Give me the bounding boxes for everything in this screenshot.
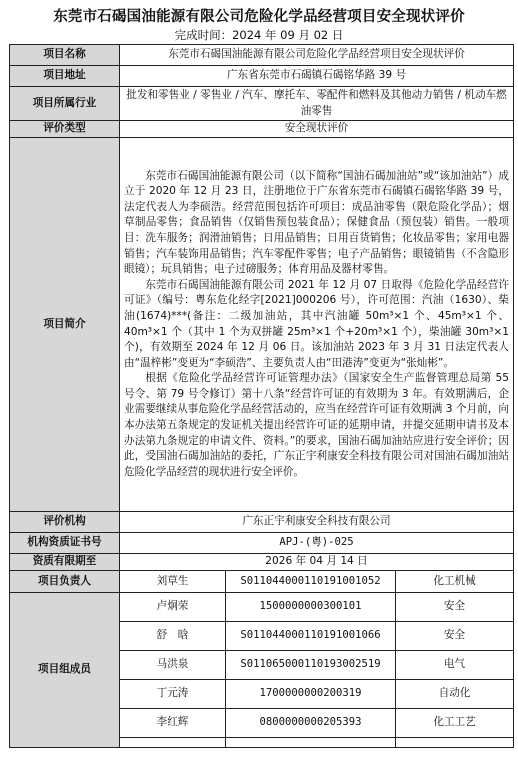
validity-value: 2026 年 04 月 14 日: [120, 554, 514, 571]
members-label: 项目组成员: [10, 593, 120, 748]
member-specialty: 化工工艺: [396, 709, 514, 738]
project-name-value: 东莞市石碣国油能源有限公司危险化学品经营项目安全现状评价: [120, 45, 514, 66]
row-project-address: [10, 66, 514, 87]
member-name: 卢炯荣: [120, 593, 226, 622]
member-name-blank: [120, 738, 226, 748]
eval-type-label: 评价类型: [10, 121, 120, 138]
org-label: 评价机构: [10, 512, 120, 533]
cert-value: APJ-(粤)-025: [120, 533, 514, 554]
row-cert: [10, 533, 514, 554]
member-name: 马洪泉: [120, 651, 226, 680]
leader-id: S011044000110191001052: [226, 571, 396, 593]
row-validity: [10, 554, 514, 571]
member-specialty: 安全: [396, 593, 514, 622]
leader-name: 刘草生: [120, 571, 226, 593]
eval-type-value: 安全现状评价: [120, 121, 514, 138]
validity-label: 资质有限期至: [10, 554, 120, 571]
project-name-label: 项目名称: [10, 45, 120, 66]
project-address-value: 广东省东莞市石碣镇石碣铭华路 39 号: [120, 66, 514, 87]
document-title: 东莞市石碣国油能源有限公司危险化学品经营项目安全现状评价: [53, 9, 465, 25]
leader-specialty: 化工机械: [396, 571, 514, 593]
row-eval-type: [10, 121, 514, 138]
member-specialty: 安全: [396, 622, 514, 651]
member-specialty-blank: [396, 738, 514, 748]
member-row: [10, 593, 514, 622]
member-name: 舒 晗: [120, 622, 226, 651]
intro-content: [120, 138, 514, 512]
member-id: S011065000110193002519: [226, 651, 396, 680]
intro-paragraph-3: 根据《危险化学品经营许可证管理办法》（国家安全生产监督管理总局第 55 号令、第 79 号令修订）第十八条“经营许可证的有效期为 3 年。有效期满后，企业需要继续从事危险化学品经营活动的，应当在经营许可证有效期满 3 个月前，向本办法第五条规定的发证机关提出经营许可证的延期申请，并提交延期申请书及本办法第九条规定的申请文件、资料。”的要求，国油石碣加油站应进行安全评价；因此，受国油石碣加油站的委托，广东正宇利康安全科技有限公司对国油石碣加油站危险化学品经营的现状进行安全评价。: [124, 372, 509, 478]
row-project-name: [10, 45, 514, 66]
industry-value: 批发和零售业 / 零售业 / 汽车、摩托车、零配件和燃料及其他动力销售 / 机动车燃油零售: [120, 87, 514, 121]
member-id-blank: [226, 738, 396, 748]
member-id: 0800000000205393: [226, 709, 396, 738]
member-specialty: 自动化: [396, 680, 514, 709]
intro-paragraph-1: 东莞市石碣国油能源有限公司（以下简称“国油石碣加油站”或“该加油站”）成立于 2020 年 12 月 23 日，注册地位于广东省东莞市石碣镇石碣铭华路 39 号，法定代表人为李硕浩。经营范围包括许可项目：成品油零售（限危险化学品）；烟草制品零售；食品销售（仅销售预包装食品）；保健食品（预包装）销售。一般项目：洗车服务；润滑油销售；日用品销售；日用百货销售；化妆品零售；家用电器销售；汽车装饰用品销售；汽车零配件零售；电子产品销售；眼镜销售（不含隐形眼镜）；玩具销售；电子过磅服务；体育用品及器材零售。: [124, 169, 509, 276]
intro-paragraph-2: 东莞市石碣国油能源有限公司 2021 年 12 月 07 日取得《危险化学品经营许可证》（编号：粤东危化经字[2021]000206 号），许可范围：汽油（1630）、柴油(1674)***(备注：二级加油站，其中汽油罐 50m³×1 个、45m³×1 个、40m³×1 个（其中 1 个为双拼罐 25m³×1 个+20m³×1 个），柴油罐 30m³×1 个)，有效期至 2024 年 12 月 06 日。该加油站 2023 年 3 月 31 日法定代表人由“温梓彬”变更为“李硕浩”、主要负责人由“田港涛”变更为“张灿彬”。: [124, 278, 509, 369]
member-name: 李红辉: [120, 709, 226, 738]
member-id: 1700000000200319: [226, 680, 396, 709]
member-id: 1500000000300101: [226, 593, 396, 622]
member-specialty: 电气: [396, 651, 514, 680]
intro-label: 项目简介: [10, 138, 120, 512]
completion-time: 完成时间：2024 年 09 月 02 日: [174, 28, 344, 42]
row-intro: [10, 138, 514, 512]
evaluation-table: [9, 44, 514, 748]
member-id: S011044000110191001066: [226, 622, 396, 651]
industry-label: 项目所属行业: [10, 87, 120, 121]
leader-label: 项目负责人: [10, 571, 120, 593]
cert-label: 机构资质证书号: [10, 533, 120, 554]
row-industry: [10, 87, 514, 121]
row-leader: [10, 571, 514, 593]
member-name: 丁元涛: [120, 680, 226, 709]
org-value: 广东正宇利康安全科技有限公司: [120, 512, 514, 533]
project-address-label: 项目地址: [10, 66, 120, 87]
row-org: [10, 512, 514, 533]
